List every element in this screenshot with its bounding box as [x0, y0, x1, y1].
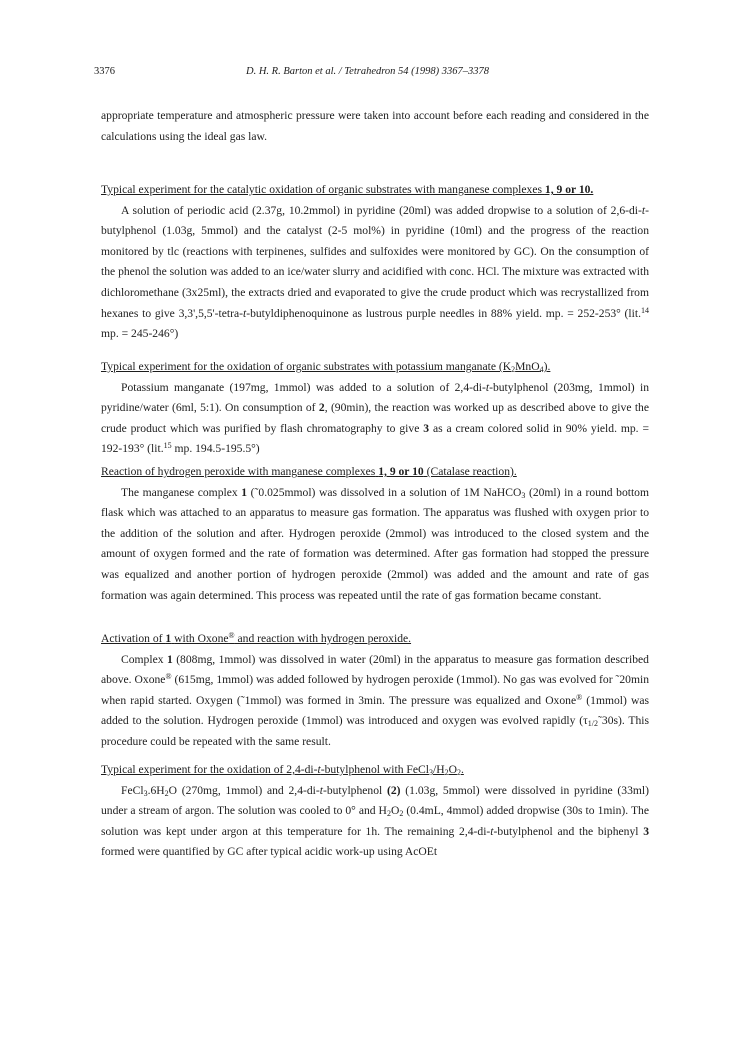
section-paragraph: [101, 201, 649, 345]
running-head-authors: D. H. R. Barton: [246, 66, 313, 77]
text-run: formed were quantified by GC after typical acidic work-up using AcOEt: [101, 845, 438, 859]
compound-number: 1: [241, 485, 248, 499]
subscript: 3: [428, 768, 433, 777]
heading-text: Typical experiment for the catalytic oxidation of organic substrates with manganese complexes: [101, 183, 543, 196]
text-run: (1.03g, 5mmol) were dissolved in pyridine (33ml) under a stream of argon. The solution was cooled to 0° and H: [101, 783, 649, 818]
section-heading: [101, 180, 649, 201]
heading-text: Reaction of hydrogen peroxide with manganese complexes: [101, 465, 376, 478]
text-run: The manganese complex: [121, 485, 238, 499]
subscript: 4: [539, 365, 544, 374]
text-run: Potassium manganate (197mg, 1mmol) was added to a solution of 2,4-di-: [121, 380, 486, 394]
section-paragraph: [101, 483, 649, 607]
registered-mark: ®: [228, 631, 235, 640]
heading-text: ).: [543, 360, 551, 373]
reference-superscript: 15: [163, 441, 172, 451]
tert-italic: t: [317, 763, 321, 776]
section-paragraph: [101, 781, 649, 863]
tert-italic: t: [490, 824, 494, 838]
text-run: ˜30s). This procedure could be repeated with the same result.: [101, 714, 649, 748]
subscript: 1/2: [587, 719, 599, 729]
text-run: -butylphenol: [322, 783, 383, 797]
heading-text: MnO: [515, 360, 540, 373]
section-oxone-activation: [101, 629, 649, 753]
section-heading: [101, 462, 649, 483]
text-run: mp. 194.5-195.5°): [171, 442, 260, 456]
heading-text: (Catalase reaction).: [423, 465, 517, 478]
text-run: as a cream colored solid in 90% yield. mp. = 192-193° (lit.: [101, 421, 650, 456]
text-run: (615mg, 1mmol) was added followed by hydrogen peroxide (1mmol). No gas was evolved for ˜20min when rapid started. Oxygen (˜1mmol) was formed in 3min. The pressure was equalized and Oxone: [101, 673, 650, 707]
section-potassium-manganate: [101, 357, 649, 460]
subscript: 2: [511, 365, 516, 374]
heading-text: Typical experiment for the oxidation of organic substrates with potassium manganate (K: [101, 360, 512, 373]
intro-paragraph: appropriate temperature and atmospheric pressure were taken into account before each reading and considered in the calculations using the ideal gas law.: [101, 109, 649, 143]
heading-text: and reaction with hydrogen peroxide.: [234, 632, 412, 645]
text-run: mp. = 245-246°): [101, 327, 179, 341]
running-head: [246, 62, 489, 83]
tert-italic: t: [641, 203, 646, 217]
text-run: (0.4mL, 4mmol) added dropwise (30s to 1min). The solution was kept under argon at this temperature for 1h. The remaining 2,4-di-: [101, 804, 649, 838]
text-run: O: [390, 804, 400, 818]
registered-mark: ®: [165, 672, 172, 682]
tert-italic: t: [319, 783, 323, 797]
text-run: O (270mg, 1mmol) and 2,4-di-: [168, 783, 320, 797]
text-run: -butylphenol (1.03g, 5mmol) and the catalyst (2-5 mol%) in pyridine (10ml) and the progress of the reaction monitored by tlc (reactions with terpinenes, sulfides and sulfoxides were monitored by GC). On the consumption of the phenol the solution was added to an ice/water slurry and acidified with conc. HCl. The mixture was extracted with dichloromethane (3x25ml), the extracts dried and evaporated to give the crude product which was recrystallized from hexanes to give 3,3',5,5'-tetra-: [101, 203, 649, 320]
text-run: After gas formation had stopped the pressure was equalized and another portion of hydrogen peroxide (2mmol) was added and the amount and rate of gas formation was again determined. This process was repeated until the rate of gas formation became constant.: [101, 547, 649, 602]
heading-text: Activation of: [101, 632, 163, 645]
section-catalytic-oxidation: [101, 180, 649, 345]
compound-numbers: 1, 9 or 10: [378, 465, 424, 478]
page-number: 3376: [94, 66, 115, 77]
section-catalase-reaction: [101, 462, 649, 606]
page-header: [94, 62, 654, 78]
subscript: 2: [164, 788, 169, 798]
heading-text: /H: [432, 763, 445, 776]
compound-number: 1: [166, 652, 173, 666]
reference-superscript: 14: [640, 305, 649, 315]
subscript: 2: [399, 809, 404, 819]
section-heading: [101, 629, 649, 650]
heading-text: O: [448, 763, 457, 776]
compound-number: (2): [387, 783, 401, 797]
section-paragraph: [101, 650, 649, 753]
text-run: -butylphenol and the biphenyl: [493, 824, 639, 838]
tert-italic: t: [485, 380, 490, 394]
compound-number: 1: [165, 632, 172, 645]
section-heading: [101, 760, 649, 781]
section-paragraph: [101, 378, 649, 460]
text-run: .6H: [147, 783, 165, 797]
section-heading: [101, 357, 649, 378]
text-run: (808mg, 1mmol) was dissolved in water (20ml) in the apparatus to measure gas formation described above. Oxone: [101, 652, 649, 687]
section-fecl3-oxidation: [101, 760, 649, 863]
subscript: 2: [456, 768, 461, 777]
compound-number: 2: [318, 401, 325, 415]
text-run: -butylphenol (203mg, 1mmol) in pyridine/water (6ml, 5:1). On consumption of: [101, 380, 649, 415]
text-run: FeCl: [121, 783, 144, 797]
subscript: 2: [444, 768, 449, 777]
subscript: 2: [386, 809, 391, 819]
text-run: (20ml) in a round bottom flask which was attached to an apparatus to measure gas formation. The apparatus was flushed with oxygen prior to the addition of the solution and after. Hydrogen peroxide (2mmol) was introduced to the closed system and the amount of oxygen formed and the rate of formation was determined.: [101, 485, 649, 561]
heading-text: Typical experiment for the oxidation of 2,4-di-: [101, 763, 318, 776]
heading-text: -butylphenol with FeCl: [320, 763, 429, 776]
compound-number: 3: [423, 421, 430, 435]
text-run: -butyldiphenoquinone as lustrous purple needles in 88% yield. mp. = 252-253° (lit.: [246, 306, 641, 320]
tert-italic: t: [242, 306, 247, 320]
text-run: Complex: [121, 652, 164, 666]
compound-numbers: 1, 9 or 10.: [544, 183, 594, 196]
subscript: 3: [521, 490, 526, 500]
registered-mark: ®: [576, 692, 583, 702]
intro-paragraph-block: [101, 106, 649, 147]
running-head-journal: et al. / Tetrahedron 54 (1998) 3367–3378: [315, 66, 490, 77]
subscript: 3: [143, 788, 148, 798]
heading-text: .: [460, 763, 464, 776]
heading-text: with Oxone: [174, 632, 229, 645]
text-run: A solution of periodic acid (2.37g, 10.2mmol) in pyridine (20ml) was added dropwise to a solution of 2,6-di-: [121, 203, 642, 217]
compound-number: 3: [643, 824, 649, 838]
text-run: , (90min), the reaction was worked up as described above to give the crude product which was purified by flash chromatography to give: [101, 401, 649, 435]
text-run: (1mmol) was added to the solution. Hydrogen peroxide (1mmol) was introduced and oxygen was evolved rapidly (τ: [101, 693, 649, 728]
text-run: (˜0.025mmol) was dissolved in a solution of 1M NaHCO: [247, 485, 522, 499]
